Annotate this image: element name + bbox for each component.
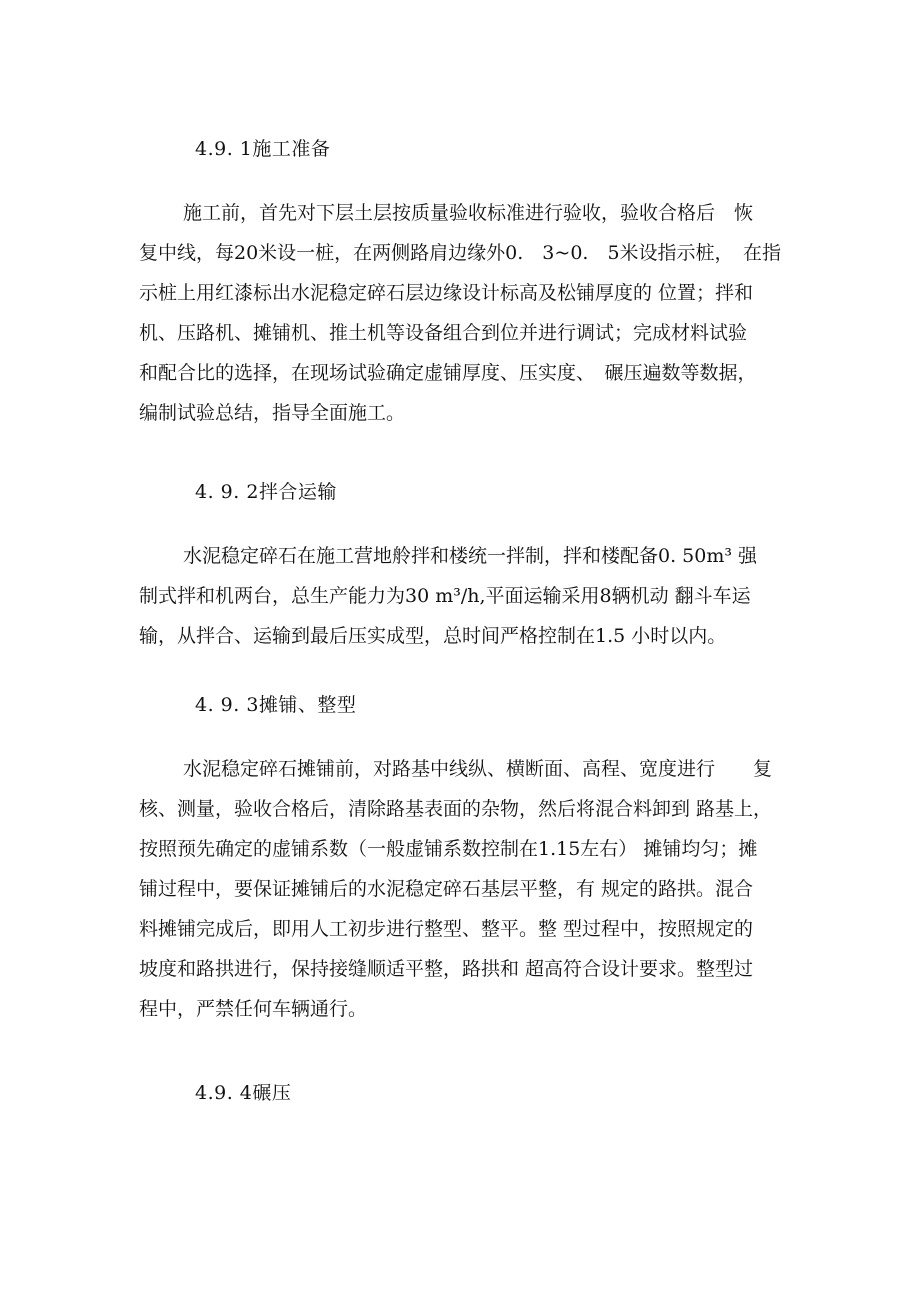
paragraph-line: 示桩上用红漆标出水泥稳定碎石层边缘设计标高及松铺厚度的 位置；拌和 — [139, 282, 754, 304]
section-heading-4-9-1: 4.9. 1施工准备 — [195, 138, 331, 160]
paragraph-line: 核、测量，验收合格后，清除路基表面的杂物，然后将混合料卸到 路基上， — [139, 798, 773, 820]
paragraph-line: 制式拌和机两台，总生产能力为30 m³/h,平面运输采用8辆机动 翻斗车运 — [139, 585, 751, 607]
paragraph-paving-shaping — [139, 749, 799, 1029]
paragraph-line: 机、压路机、摊铺机、推土机等设备组合到位并进行调试；完成材料试验 — [139, 322, 748, 344]
paragraph-mixing-transport — [139, 536, 799, 656]
paragraph-line: 编制试验总结，指导全面施工。 — [139, 402, 406, 424]
paragraph-line: 水泥稳定碎石摊铺前，对路基中线纵、横断面、高程、宽度进行 复 — [183, 758, 773, 780]
paragraph-line: 施工前，首先对下层土层按质量验收标准进行验收，验收合格后 恢 — [183, 202, 754, 224]
paragraph-line: 输，从拌合、运输到最后压实成型，总时间严格控制在1.5 小时以内。 — [139, 625, 727, 647]
paragraph-line: 铺过程中，要保证摊铺后的水泥稳定碎石基层平整，有 规定的路拱。混合 — [139, 878, 754, 900]
paragraph-line: 程中，严禁任何车辆通行。 — [139, 998, 368, 1020]
paragraph-line: 复中线，每20米设一桩，在两侧路肩边缘外0. 3~0. 5米设指示桩， 在指 — [139, 242, 782, 264]
section-heading-4-9-2: 4. 9. 2拌合运输 — [195, 481, 337, 503]
paragraph-line: 和配合比的选择，在现场试验确定虚铺厚度、压实度、 碾压遍数等数据， — [139, 362, 757, 384]
section-heading-4-9-3: 4. 9. 3摊铺、整型 — [195, 694, 357, 716]
paragraph-line: 按照预先确定的虚铺系数（一般虚铺系数控制在1.15左右） 摊铺均匀；摊 — [139, 838, 758, 860]
paragraph-line: 水泥稳定碎石在施工营地舲拌和楼统一拌制，拌和楼配备0. 50m³ 强 — [183, 545, 758, 567]
section-heading-4-9-4: 4.9. 4碾压 — [195, 1082, 292, 1104]
paragraph-line: 料摊铺完成后，即用人工初步进行整型、整平。整 型过程中，按照规定的 — [139, 918, 754, 940]
paragraph-line: 坡度和路拱进行，保持接缝顺适平整，路拱和 超高符合设计要求。整型过 — [139, 958, 754, 980]
paragraph-construction-preparation — [139, 193, 799, 433]
